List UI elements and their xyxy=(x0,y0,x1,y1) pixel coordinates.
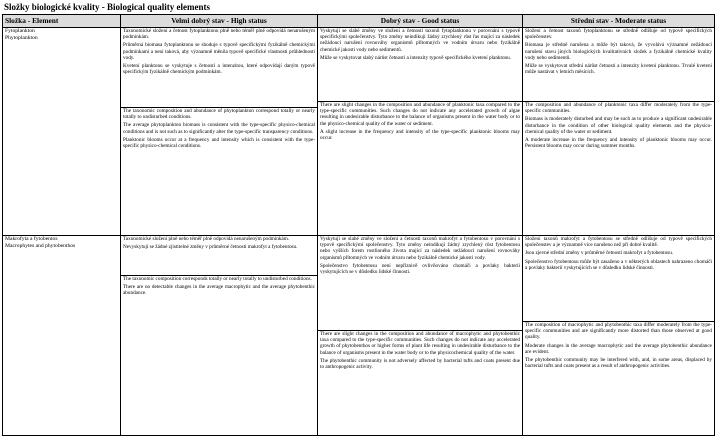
paragraph: Jsou zjevné střední změny v průměrné četnosti makrofyt a fytobentosu. xyxy=(525,250,674,257)
czech-text-block xyxy=(523,28,714,101)
element-cell xyxy=(3,28,121,236)
paragraph: Moderate changes in the average macrophytic and the average phytobenthic abundance are evident. xyxy=(525,342,712,355)
paragraph: The average phytoplankton biomass is consistent with the type-specific physico-chemical conditions and is not such as to significantly alter the type-specific transparency conditions. xyxy=(123,122,315,135)
english-text-block xyxy=(318,330,522,370)
element-name-en: Macrophytes and phytobenthos xyxy=(5,242,76,249)
element-name-cz: Makrofyta a fytobentos xyxy=(5,236,58,242)
paragraph: A moderate increase in the frequency and intensity of planktonic blooms may occur. Persistent blooms may occur during summer months. xyxy=(525,137,712,150)
table-row xyxy=(3,28,715,236)
paragraph: Může se vyskytovat slabý nárůst četnosti a intenzity typově specifického kvetení planktonu. xyxy=(320,54,512,61)
header-element: Složka - Element xyxy=(3,15,121,28)
header-moderate-status: Střední stav - Moderate status xyxy=(523,15,715,28)
paragraph: There are slight changes in the composition and abundance of macrophytic and phytobenthic taxa compared to the type-specific communities. Such changes do not indicate any accelerated growth of phytobenthos or higher forms of plant life resulting in undesirable disturbance to the balance of organisms present in the water body or to the physicochemical quality of the water. xyxy=(320,331,520,356)
paragraph: The composition of macrophytic and phytobenthic taxa differ moderately from the type-specific communities and are significantly more distorted than those observed at good quality. xyxy=(525,322,712,341)
czech-text-block xyxy=(523,236,714,321)
czech-text-block xyxy=(121,28,317,107)
paragraph: Vyskytují se slabé změny ve složení a četnosti taxonů makrofyt a fytobentosu v porovnání s typově specifickými společenstvy. Tyto změny neindikují žádný zrychlený růst fytobentosu nebo vyšších forem rostlinného života mající za následek nežádoucí narušení rovnováhy organismů přítomných ve vodním útvaru nebo fyzikálně chemické jakosti vody. xyxy=(320,236,520,261)
paragraph: Planktonic blooms occur at a frequency and intensity which is consistent with the type-specific physico-chemical conditions. xyxy=(123,136,315,150)
czech-text-block xyxy=(318,28,522,101)
paragraph: Biomasa je středně narušena a může být taková, že vyvolává významné nežádoucí narušení stavu jiných biologických kvalitativních složek a fyzikálně chemické kvality vody nebo sedimentů. xyxy=(525,42,712,61)
paragraph: Kvetení planktonu se vyskytuje s četností a intenzitou, které odpovídají daným typově specifickým fyzikálně chemickým podmínkám. xyxy=(123,63,315,76)
paragraph: The phytobenthic community may be interfered with, and, in some areas, displaced by bacterial tufts and coats present as a result of anthropogenic activities. xyxy=(525,357,712,370)
english-text-block xyxy=(523,321,714,369)
english-text-block xyxy=(318,101,522,141)
paragraph: Biomass is moderately disturbed and may be such as to produce a significant undesirable disturbance in the condition of other biological quality elements and the physico-chemical quality of the water or sediment. xyxy=(525,116,712,135)
high-status-cell xyxy=(121,236,318,436)
high-status-cell xyxy=(121,28,318,236)
paragraph: The phytobenthic community is not adversely affected by bacterial tufts and coats present due to anthropogenic activity. xyxy=(320,357,520,371)
paragraph: The composition and abundance of planktonic taxa differ moderately from the type-specific communities. xyxy=(525,102,712,115)
paragraph: The taxonomic composition corresponds totally or nearly totally to undisturbed conditions. xyxy=(123,276,312,282)
header-row xyxy=(3,15,715,28)
header-good-status: Dobrý stav - Good status xyxy=(318,15,523,28)
paragraph: Vyskytují se slabé změny ve složení a četnosti taxonů fytoplanktonu v porovnání s typově specifickými společenstvy. Tyto změny neindikují žádný zrychlený růst řas mající za následek nežádoucí narušení rovnováhy organismů přítomných ve vodním útvaru nebo fyzikálně chemické jakosti vody nebo sedimentů. xyxy=(320,28,520,53)
element-cell xyxy=(3,236,121,436)
good-status-cell xyxy=(318,236,523,436)
paragraph: Taxonomické složení plně nebo téměř plně odpovídá nenarušeným podmínkám. xyxy=(123,236,290,242)
moderate-status-cell xyxy=(523,236,715,436)
good-status-cell xyxy=(318,28,523,236)
table-row xyxy=(3,236,715,436)
paragraph: A slight increase in the frequency and intensity of the type-specific planktonic blooms may occur. xyxy=(320,128,520,142)
paragraph: Průměrná biomasa fytoplanktonu se shoduje s typově specifickými fyzikálně chemickými podmínkami a není taková, aby významně měnila typově specifické vlastnosti průhlednosti vody. xyxy=(123,42,315,61)
element-name-cz: Fytoplankton xyxy=(5,28,35,34)
paragraph: There are no detectable changes in the average macrophytic and the average phytobenthic abundance. xyxy=(123,284,315,297)
document-title: Složky biologické kvality - Biological quality elements xyxy=(4,2,211,12)
header-high-status: Velmi dobrý stav - High status xyxy=(121,15,318,28)
paragraph: Společenstvo fytobentosu není nepříznivě ovlivňováno chomáči a povlaky bakterií vyskytujících se v důsledku lidské činnosti. xyxy=(320,262,520,276)
english-text-block xyxy=(523,101,714,149)
paragraph: Taxonomické složení a četnost fytoplanktonu plně nebo téměř plně odpovídá nenarušeným podmínkám. xyxy=(123,28,315,41)
paragraph: Nevyskytují se žádné zjistitelné změny v průměrné četnosti makrofyt a fytobentosu. xyxy=(123,244,298,251)
czech-text-block xyxy=(318,236,522,330)
quality-elements-table xyxy=(2,14,715,436)
paragraph: Může se vyskytovat střední nárůst četnosti a intenzity kvetení planktonu. Trvalé kvetení může nastávat v letních měsících. xyxy=(525,63,712,76)
paragraph: The taxonomic composition and abundance of phytoplankton correspond totally or nearly totally to undisturbed conditions. xyxy=(123,108,315,121)
paragraph: Společenstvo fytobentosu může být zasaženo a v některých oblastech nahrazeno chomáči a povlaky bakterií vyskytujících se v důsledku lidské činnosti. xyxy=(525,258,712,271)
paragraph: Složení taxonů makrofyt a fytobentosu se středně odlišuje od typově specifických společenstev a je významně více narušeno než při dobré kvalitě. xyxy=(525,236,712,249)
paragraph: There are slight changes in the composition and abundance of planktonic taxa compared to the type-specific communities. Such changes do not indicate any accelerated growth of algae resulting in undesirable disturbance to the balance of organisms present in the water body or to the physico-chemical quality of the water or sediment. xyxy=(320,102,520,127)
czech-text-block xyxy=(121,236,317,275)
moderate-status-cell xyxy=(523,28,715,236)
paragraph: Složení a četnost taxonů fytoplanktonu se středně odlišuje od typově specifických společenstev. xyxy=(525,28,712,41)
element-name-en: Phytoplankton xyxy=(5,34,38,41)
english-text-block xyxy=(121,275,317,297)
english-text-block xyxy=(121,107,317,149)
